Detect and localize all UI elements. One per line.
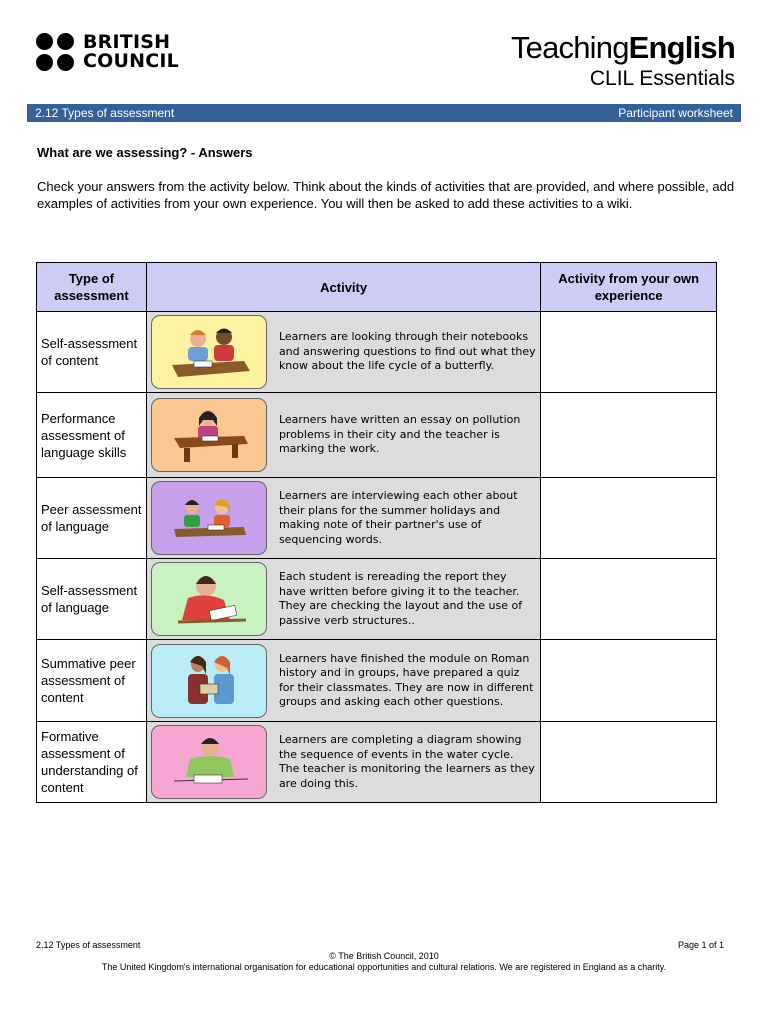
intro-paragraph: Check your answers from the activity below. Think about the kinds of activities that are provided, and where possible, add examples of activities from your own experience. You will then be asked to add these activities to a wiki. xyxy=(37,179,735,211)
worksheet-label: Participant worksheet xyxy=(618,106,733,120)
activity-cell xyxy=(146,559,540,640)
student-writing-icon xyxy=(164,731,254,793)
activity-cell xyxy=(146,722,540,803)
activity-cell xyxy=(146,640,540,722)
activity-cell xyxy=(146,478,540,559)
student-reading-icon xyxy=(164,568,254,630)
two-learners-desk-icon xyxy=(164,487,254,549)
teacher-marking-icon xyxy=(164,404,254,466)
british-council-logo xyxy=(36,33,179,71)
table-row xyxy=(37,722,717,803)
own-experience-cell[interactable] xyxy=(541,393,717,478)
activity-illustration xyxy=(151,725,267,799)
assessment-type: Summative peer assessment of content xyxy=(37,640,147,722)
section-title: 2.12 Types of assessment xyxy=(35,106,175,120)
header-type: Type of assessment xyxy=(37,263,147,312)
assessment-type: Formative assessment of understanding of content xyxy=(37,722,147,803)
activity-illustration xyxy=(151,398,267,472)
assessment-table xyxy=(36,262,717,803)
own-experience-cell[interactable] xyxy=(541,722,717,803)
own-experience-cell[interactable] xyxy=(541,478,717,559)
activity-description: Learners have written an essay on pollution problems in their city and the teacher is marking the work. xyxy=(278,413,521,456)
brand-subtitle: CLIL Essentials xyxy=(589,67,735,90)
activity-description: Learners are looking through their notebooks and answering questions to find out what they know about the life cycle of a butterfly. xyxy=(278,330,536,373)
activity-description: Learners have finished the module on Roman history and in groups, have prepared a quiz for their classmates. They are now in different groups and asking each other questions. xyxy=(278,651,534,708)
two-learners-notebooks-icon xyxy=(164,321,254,383)
assessment-type: Self-assessment of content xyxy=(37,312,147,393)
activity-illustration xyxy=(151,644,267,718)
footer-page-number: Page 1 of 1 xyxy=(677,940,724,950)
logo-line-1: BRITISH xyxy=(83,31,171,53)
footer-section: 2.12 Types of assessment xyxy=(36,940,141,950)
own-experience-cell[interactable] xyxy=(541,640,717,722)
assessment-type: Peer assessment of language xyxy=(37,478,147,559)
activity-description: Learners are completing a diagram showing the sequence of events in the water cycle. The teacher is monitoring the learners as they are doing this. xyxy=(278,733,535,790)
activity-illustration xyxy=(151,562,267,636)
table-row xyxy=(37,640,717,722)
table-row xyxy=(37,312,717,393)
logo-dots-icon xyxy=(36,33,74,71)
table-row xyxy=(37,478,717,559)
activity-description: Each student is rereading the report they have written before giving it to the teacher. They are checking the layout and the use of passive verb structures.. xyxy=(278,570,523,627)
activity-description: Learners are interviewing each other about their plans for the summer holidays and making note of their partner's use of sequencing words. xyxy=(278,489,518,546)
activity-cell xyxy=(146,393,540,478)
own-experience-cell[interactable] xyxy=(541,312,717,393)
activity-cell xyxy=(146,312,540,393)
own-experience-cell[interactable] xyxy=(541,559,717,640)
logo-line-2: COUNCIL xyxy=(83,50,179,72)
table-row xyxy=(37,559,717,640)
footer-copyright: © The British Council, 2010 xyxy=(329,951,439,961)
two-learners-talking-icon xyxy=(164,650,254,712)
table-row xyxy=(37,393,717,478)
assessment-type: Self-assessment of language xyxy=(37,559,147,640)
activity-illustration xyxy=(151,315,267,389)
assessment-type: Performance assessment of language skills xyxy=(37,393,147,478)
brand-bold: English xyxy=(628,30,735,65)
teachingenglish-brand xyxy=(511,30,735,92)
footer-charity-note: The United Kingdom's international organisation for educational opportunities and cultural relations. We are registered in England as a charity. xyxy=(101,962,667,972)
brand-light: Teaching xyxy=(510,30,629,65)
activity-illustration xyxy=(151,481,267,555)
header-activity: Activity xyxy=(146,263,540,312)
header-own-experience: Activity from your own experience xyxy=(541,263,717,312)
page-heading: What are we assessing? - Answers xyxy=(37,145,253,160)
section-bar xyxy=(27,104,741,122)
